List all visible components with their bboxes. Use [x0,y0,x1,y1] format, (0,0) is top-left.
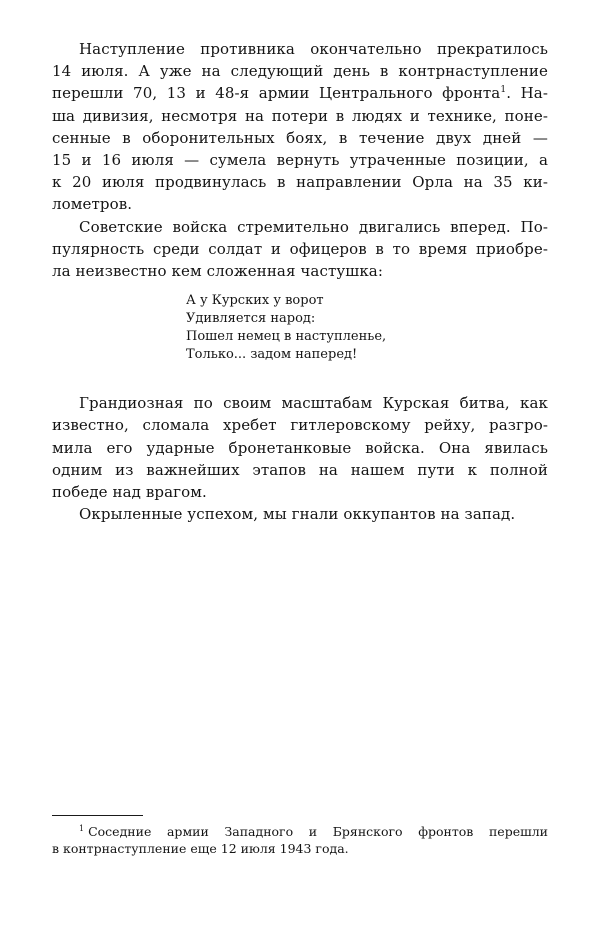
paragraph-3-line-3: мила его ударные бронетанковые войска. Она явилась [52,438,548,457]
paragraph-1-line-1: Наступление противника окончательно прекратилось [79,40,548,58]
paragraph-3-line-2: известно, сломала хребет гитлеровскому рейху, разгро- [52,416,548,435]
footnote [52,823,548,857]
verse-line-1: А у Курских у ворот [186,293,324,309]
footnote-line-1 [52,823,548,840]
footnote-line-2: в контрнаступление еще 12 июля 1943 года. [52,841,349,856]
footnote-line-1-text: Соседние армии Западного и Брянского фронтов перешли [88,824,548,839]
paragraph-3 [52,392,548,503]
verse-line-4: Только... задом наперед! [186,347,358,363]
section-gap [52,364,548,392]
footnote-divider [52,815,143,816]
paragraph-1-line-8: лометров. [52,195,133,214]
paragraph-1-line-7: к 20 июля продвинулась в направлении Орла на 35 ки- [52,173,548,192]
paragraph-1-line-5: сенные в оборонительных боях, в течение двух дней — [52,128,548,147]
paragraph-1-line-3-text: перешли 70, 13 и 48-я армии Центрального фронта [52,84,501,103]
paragraph-2-line-1: Советские войска стремительно двигались вперед. По- [79,217,548,236]
paragraph-2-line-3: ла неизвестно кем сложенная частушка: [52,262,384,281]
paragraph-2 [52,216,548,283]
paragraph-4-line-1: Окрыленные успехом, мы гнали оккупантов на запад. [79,505,516,524]
page-body [52,38,548,525]
footnote-reference-marker[interactable]: 1 [500,85,507,96]
paragraph-1-line-2: 14 июля. А уже на следующий день в контрнаступление [52,62,548,81]
paragraph-1-line-3-tail: . На- [506,84,548,103]
paragraph-1-line-3 [52,82,548,104]
paragraph-1-line-6: 15 и 16 июля — сумела вернуть утраченные позиции, а [52,151,548,170]
paragraph-1 [52,38,548,216]
paragraph-1-line-4: ша дивизия, несмотря на потери в людях и технике, поне- [52,106,548,125]
paragraph-2-line-2: пулярность среди солдат и офицеров в то время приобре- [52,239,548,258]
verse-chastushka [186,292,548,364]
verse-line-2: Удивляется народ: [186,311,316,327]
verse-line-3: Пошел немец в наступленье, [186,329,387,345]
paragraph-3-line-4: одним из важнейших этапов на нашем пути к полной [52,460,548,479]
paragraph-3-line-1: Грандиозная по своим масштабам Курская битва, как [79,394,548,413]
paragraph-4 [52,503,548,525]
paragraph-3-line-5: победе над врагом. [52,483,207,502]
footnote-marker: 1 [79,824,85,833]
